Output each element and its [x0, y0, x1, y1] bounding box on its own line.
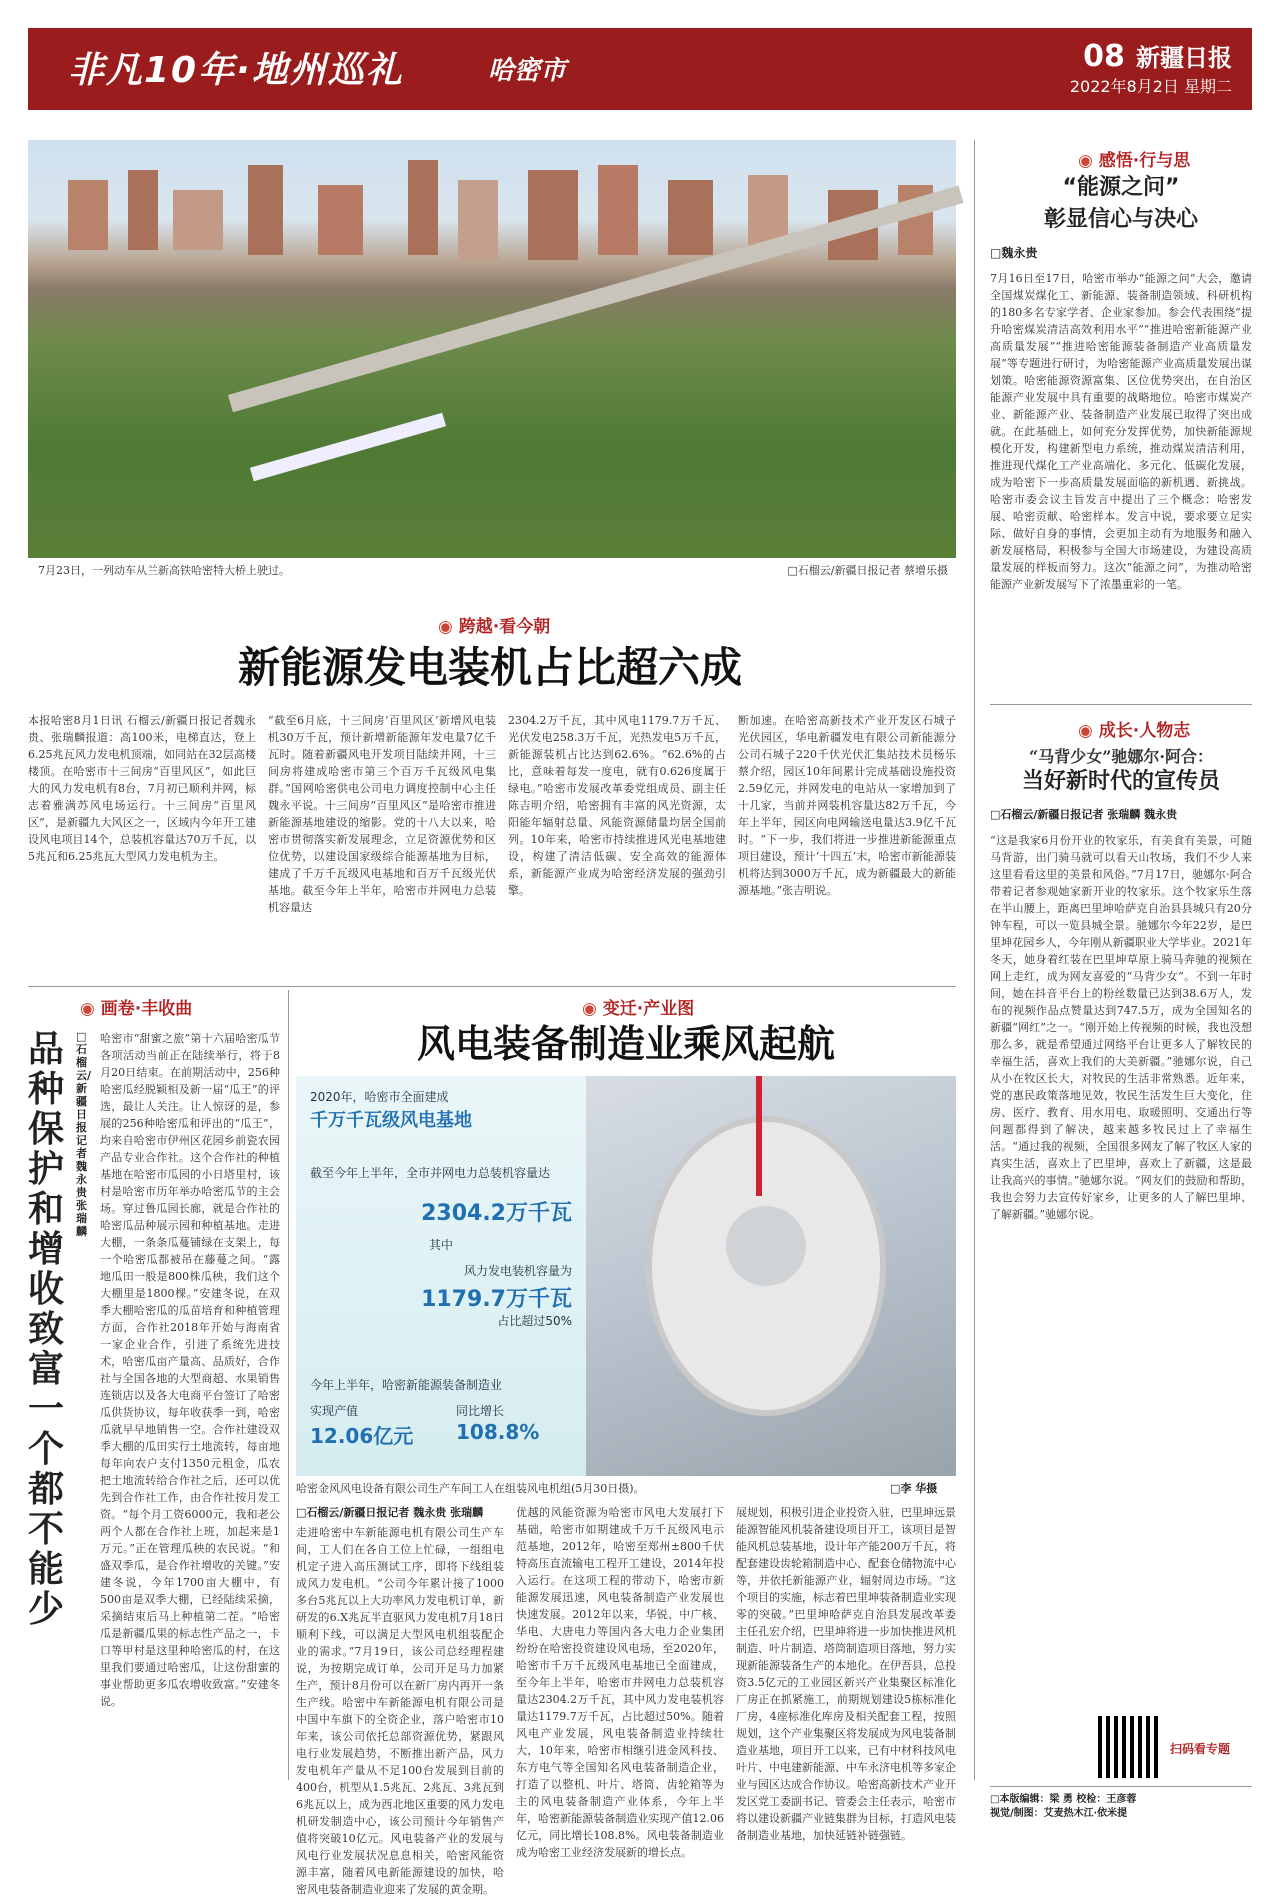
- qr-code[interactable]: [1098, 1716, 1160, 1778]
- info-item3-value: 1179.7万千瓦: [421, 1287, 572, 1312]
- section-tag-wind: ◉ 变迁·产业图: [582, 994, 694, 1019]
- main-article-col4: 断加速。在哈密高新技术产业开发区石城子光伏园区，华电新疆发电有限公司新能源分公司石城子220千伏光伏汇集站技术员杨乐蔡介绍，园区10年间累计完成基础设施投资2.59亿元，并网发电的电站从一家增加到了十几家，当前并网装机容量达82万千瓦，今年上半年，园区向电网输送电量达3.9亿千瓦时。“下一步，我们将进一步推进新能源重点项目建设，预计‘十四五’末，哈密市新能源装机将达到3000万千瓦，成为新疆最大的新能源基地。”张吉明说。: [738, 714, 956, 897]
- info-item1-label: 2020年，哈密市全面建成: [310, 1090, 449, 1104]
- issue-date: 2022年8月2日 星期二: [1069, 77, 1232, 96]
- wind-headline: 风电装备制造业乘风起航: [416, 1022, 835, 1066]
- masthead-page-info: [1070, 38, 1232, 97]
- section-tag-side1: ◉ 感悟·行与思: [1078, 146, 1190, 171]
- info-item4-v2: 108.8%: [456, 1420, 540, 1444]
- section-tag-left: ◉ 画卷·丰收曲: [80, 994, 192, 1019]
- side2-body: “这是我家6月份开业的牧家乐，有美食有美景，可随马背游，出门骑马就可以看天山牧场，我们不少人来这里看看这里的美景和风俗。”7月17日，驰娜尔·阿合带着记者参观她家新开业的牧家乐。这个牧家乐生落在半山腰上，距离巴里坤哈萨克自治县县城只有20分钟车程，可以一览县城全景。驰娜尔今年22岁，是巴里坤花园乡人，今年刚从新疆职业大学毕业。2021年冬天，她身着红装在巴里坤草原上骑马奔驰的视频在网上走红，成为网友喜爱的“马背少女”。不到一年时间，她在抖音平台上的粉丝数量已达到38.6万人，发布的视频作品点赞量达到747.5万，成为全国知名的新疆“网红”之一。“刚开始上传视频的时候，我也没想那么多，就是希望通过网络平台让更多人了解牧民的幸福生活，喜欢上我们的大美新疆。”驰娜尔说，自己从小在牧区长大，对牧民的生活非常熟悉。近年来，党的惠民政策落地见效，牧民生活发生巨大变化，住房、医疗、教育、用水用电、取暖照明、交通出行等问题都得到了解决，越来越多牧民过上了幸福生活。“通过我的视频，全国很多网友了解了牧区人家的真实生活，喜欢上了巴里坤，喜欢上了新疆，这是最让我高兴的事情。”驰娜尔说。“网友们的鼓励和帮助，我也会努力去宣传好家乡，让更多的人了解巴里坤、了解新疆。”驰娜尔说。: [990, 834, 1252, 1221]
- wind-infographic: [296, 1076, 586, 1476]
- masthead-slogan: 非凡10年·地州巡礼: [68, 50, 404, 91]
- main-headline: 新能源发电装机占比超六成: [237, 643, 742, 692]
- info-item2-label: 截至今年上半年，全市并网电力总装机容量达: [310, 1166, 551, 1180]
- main-article-col1: 本报哈密8月1日讯 石榴云/新疆日报记者魏永贵、张瑞麟报道：高100米，电梯直达，登上6.25兆瓦风力发电机顶端，如同站在32层高楼楼顶。在哈密市十三间房“百里风区”，如此巨大的风力发电机有8台，7月初已顺利并网，标志着雅满苏风电场运行。十三间房“百里风区”，是新疆九大风区之一，区域内今年开工建设风电项目14个，总装机容量达70万千瓦，以5兆瓦和6.25兆瓦大型风力发电机为主。: [28, 714, 256, 863]
- side2-title-line1: “马背少女”驰娜尔·阿合：: [1029, 747, 1213, 766]
- factory-photo: [586, 1076, 956, 1476]
- info-item2-sub: 其中: [428, 1238, 453, 1252]
- info-item2-value: 2304.2万千瓦: [421, 1201, 572, 1226]
- wind-col2: 优越的风能资源为哈密市风电大发展打下基础，哈密市如期建成千万千瓦级风电示范基地，2012年，哈密至郑州±800千伏特高压直流输电工程开工建设，2014年投入运行。在这项工程的带动下，哈密市新能源发展迅速，风电装备制造产业发展也快速发展。2012年以来，华锐、中广核、华电、大唐电力等国内各大电力企业集团纷纷在哈密投资建设风电场，至2020年，哈密市千万千瓦级风电基地已全面建成，至今年上半年，哈密市并网电力总装机容量达2304.2万千瓦，其中风力发电装机容量达1179.7万千瓦，占比超过50%。随着风电产业发展，风电装备制造业持续壮大，10年来，哈密市相继引进金风科技、东方电气等全国知名风电装备制造企业，打造了以整机、叶片、塔筒、齿轮箱等为主的风电装备制造产业体系，今年上半年，哈密新能源装备制造业实现产值12.06亿元，同比增长108.8%。风电装备制造业成为哈密工业经济发展新的增长点。: [516, 1506, 724, 1859]
- wind-col3: 展规划，积极引进企业投资入驻，巴里坤远景能源智能风机装备建设项目开工，该项目是智能风机总装基地，设计年产能200万千瓦，将配套建设齿轮箱制造中心、配套仓储物流中心等，并依托新能源产业，辐射周边市场。“这个项目的实施，标志着巴里坤装备制造业实现零的突破。”巴里坤哈萨克自治县发展改革委主任孔宏介绍，巴里坤将进一步加快推进风机制造、叶片制造、塔筒制造项目落地，努力实现新能源装备生产的本地化。在伊吾县，总投资3.5亿元的工业园区新兴产业集聚区标准化厂房正在抓紧施工，前期规划建设5栋标准化厂房，4座标准化库房及相关配套工程，按照规划，这个产业集聚区将发展成为风电装备制造业基地，项目开工以来，已有中材科技风电叶片、中电建新能源、中车永济电机等多家企业与园区达成合作协议。哈密高新技术产业开发区党工委副书记、管委会主任表示，哈密市将以建设新疆产业链集群为目标，打造风电装备制造业基地，加快延链补链强链。: [736, 1506, 956, 1842]
- side2-author: □石榴云/新疆日报记者 张瑞麟 魏永贵: [990, 808, 1178, 821]
- footer-designers: 视觉/制图：艾麦热木江·依米提: [990, 1808, 1128, 1819]
- info-item3-label: 风力发电装机容量为: [463, 1264, 572, 1278]
- qr-label: 扫码看专题: [1170, 1742, 1231, 1756]
- side1-title-line2: 彰显信心与决心: [1043, 207, 1198, 232]
- wind-col1: 走进哈密中车新能源电机有限公司生产车间，工人们在各自工位上忙碌，一组组电机定子进入高压测试工序，即将下线组装成风力发电机。“公司今年累计接了1000多台5兆瓦以上大功率风力发电机订单，新研发的6.X兆瓦半直驱风力发电机7月18日顺利下线，可以满足大型风电机组装配企业的需求。”7月19日，该公司总经理程建说，为按期完成订单，公司开足马力加紧生产，预计8月份可以在新厂房内再开一条生产线。哈密中车新能源电机有限公司是中国中车旗下的全资企业，落户哈密市10年来，该公司依托总部资源优势，紧跟风电行业发展趋势，不断推出新产品，风力发电机年产量从不足100台发展到目前的400台，机型从1.5兆瓦、2兆瓦、3兆瓦到6兆瓦以上，成为西北地区重要的风力发电机研发制造中心，该公司预计今年销售产值将突破10亿元。风电装备产业的发展与风电行业发展状况息息相关，哈密风能资源丰富，随着风电新能源建设的加快，哈密风电装备制造业迎来了发展的黄金期。: [296, 1526, 504, 1896]
- train-bridge-photo: [28, 140, 956, 580]
- left-vertical-title: 品种保护和增收致富一个都不能少: [28, 1029, 65, 1630]
- left-body: 哈密市“甜蜜之旅”第十六届哈密瓜节各项活动当前正在陆续举行，将于8月20日结束。在前期活动中，256种哈密瓜经脱颖相及新一届“瓜王”的评选，最让人关注。让人惊讶的是，参展的256种哈密瓜和评出的“瓜王”，均来自哈密市伊州区花园乡前瓷农园产品专业合作社。这个合作社的种植基地在哈密市瓜园的小日塔里村，该村是哈密市历年举办哈密瓜节的主会场。穿过鲁瓜园长廊，就是合作社的哈密瓜品种展示园和种植基地。走进大棚，一条条瓜蔓铺绿在支架上，每一个哈密瓜都被吊在藤蔓之间。“露地瓜田一般是800株瓜秧，我们这个大棚里是1800棵。”安建冬说，在双季大棚哈密瓜的瓜苗培育和种植管理方面，合作社2018年开始与海南省一家企业合作，引进了系统先进技术，哈密瓜亩产量高、品质好，合作社与全国各地的大型商超、水果销售连锁店以及各大电商平台签订了哈密瓜供货协议，每年收获季一到，哈密瓜就早早地销售一空。合作社建设双季大棚的瓜田实行土地流转，每亩地每年向农户支付1350元租金，瓜农把土地流转给合作社之后，还可以优先到合作社工作，由合作社按月发工资。“每个月工资6000元，我和老公两个人都在合作社上班，加起来是1万元。”正在管理瓜秧的农民说。“和盛双季瓜，是合作社增收的关键。”安建冬说，今年1700亩大棚中，有500亩是双季大棚，已经陆续采摘，采摘结束后马上种植第二茬。“哈密瓜是新疆瓜果的标志性产品之一，卡口等甲村是这里种哈密瓜的村，在这里我们要通过哈密瓜，让这份甜蜜的事业帮助更多瓜农增收致富。”安建冬说。: [100, 1032, 280, 1708]
- main-article-col2: “截至6月底，十三间房‘百里风区’新增风电装机30万千瓦，预计新增新能源年发电量7亿千瓦时。随着新疆风电开发项目陆续并网，十三间房将建成哈密市第三个百万千瓦级风电集群。”国网哈密供电公司电力调度控制中心主任魏永平说。十三间房“百里风区”是哈密市推进新能源基地建设的缩影。党的十八大以来，哈密市贯彻落实新发展理念，立足资源优势和区位优势，以建设国家级综合能源基地为目标，建成了千万千瓦级风电基地和百万千瓦级光伏基地。截至今年上半年，哈密市并网电力总装机容量达: [268, 714, 496, 914]
- info-item4-k1: 实现产值: [310, 1404, 359, 1418]
- left-author: □石榴云/新疆日报记者 魏永贵 张瑞麟: [76, 1030, 92, 1238]
- section-tag-side2: ◉ 成长·人物志: [1078, 716, 1190, 741]
- side1-title-line1: “能源之问”: [1062, 175, 1180, 200]
- info-item1-value: 千万千瓦级风电基地: [310, 1110, 472, 1131]
- wind-photo-caption: 哈密金风风电设备有限公司生产车间工人在组装风电机组(5月30日摄)。: [296, 1482, 645, 1495]
- info-item4-v1: 12.06亿元: [310, 1424, 414, 1448]
- side1-author: □魏永贵: [990, 246, 1038, 260]
- side2-title-line2: 当好新时代的宣传员: [1021, 769, 1220, 794]
- page-number: 08: [1083, 39, 1125, 74]
- masthead-region: 哈密市: [488, 56, 567, 86]
- main-article-col3: 2304.2万千瓦，其中风电1179.7万千瓦、光伏发电258.3万千瓦，光热发电5万千瓦，新能源装机占比达到62.6%。“62.6%的占比，意味着每发一度电，就有0.626度属于绿电。”哈密市发展改革委党组成员、副主任陈吉明介绍，哈密拥有丰富的风光资源，太阳能年辐射总量、风能资源储量均居全国前列。10年来，哈密市持续推进风光电基地建设，构建了清洁低碳、安全高效的能源体系，新能源产业成为哈密经济发展的强劲引擎。: [508, 714, 726, 897]
- masthead-banner: [28, 28, 1252, 110]
- train: [250, 413, 446, 482]
- photo-credit: □石榴云/新疆日报记者 蔡增乐摄: [787, 564, 948, 577]
- info-item3-sub: 占比超过50%: [497, 1314, 572, 1328]
- wind-photo-credit: □李 华摄: [890, 1482, 938, 1495]
- info-item4-label: 今年上半年，哈密新能源装备制造业: [310, 1378, 503, 1392]
- info-item4-k2: 同比增长: [456, 1404, 505, 1418]
- photo-caption-text: 7月23日，一列动车从兰新高铁哈密特大桥上驶过。: [38, 564, 290, 577]
- side1-body: 7月16日至17日，哈密市举办“能源之问”大会，邀请全国煤炭煤化工、新能源、装备制造领域、科研机构的180多名专家学者、企业家参加。参会代表围绕“提升哈密煤炭清洁高效利用水平”“推进哈密新能源产业高质量发展”“推进哈密能源装备制造产业高质量发展”等专题进行研讨，为哈密能源产业高质量发展出谋划策。哈密能源资源富集、区位优势突出，在自治区能源产业发展中具有重要的战略地位。哈密市煤炭产业、新能源产业、装备制造产业发展已取得了突出成就。在此基础上，如何充分发挥优势，加快新能源规模化开发，构建新型电力系统，推动煤炭清洁利用，推进现代煤化工产业高端化、多元化、低碳化发展，成为哈密下一步高质量发展面临的新机遇、新挑战。哈密市委会议主旨发言中提出了三个概念：哈密发展、哈密贡献、哈密样本。发言中说，要求要立足实际、做好自身的事情，会更加主动有为地服务和融入新发展格局，积极参与全国大市场建设，为建设高质量发展的样板而努力。这次“能源之问”，为推动哈密能源产业新发展写下了浓墨重彩的一笔。: [990, 272, 1252, 591]
- wind-author: □石榴云/新疆日报记者 魏永贵 张瑞麟: [296, 1506, 484, 1519]
- paper-name: 新疆日报: [1136, 44, 1232, 72]
- footer-editors: □本版编辑：梁 勇 校检：王彦蓉: [990, 1794, 1137, 1805]
- photo-caption: [28, 558, 956, 580]
- section-tag-main: ◉ 跨越·看今朝: [438, 612, 550, 637]
